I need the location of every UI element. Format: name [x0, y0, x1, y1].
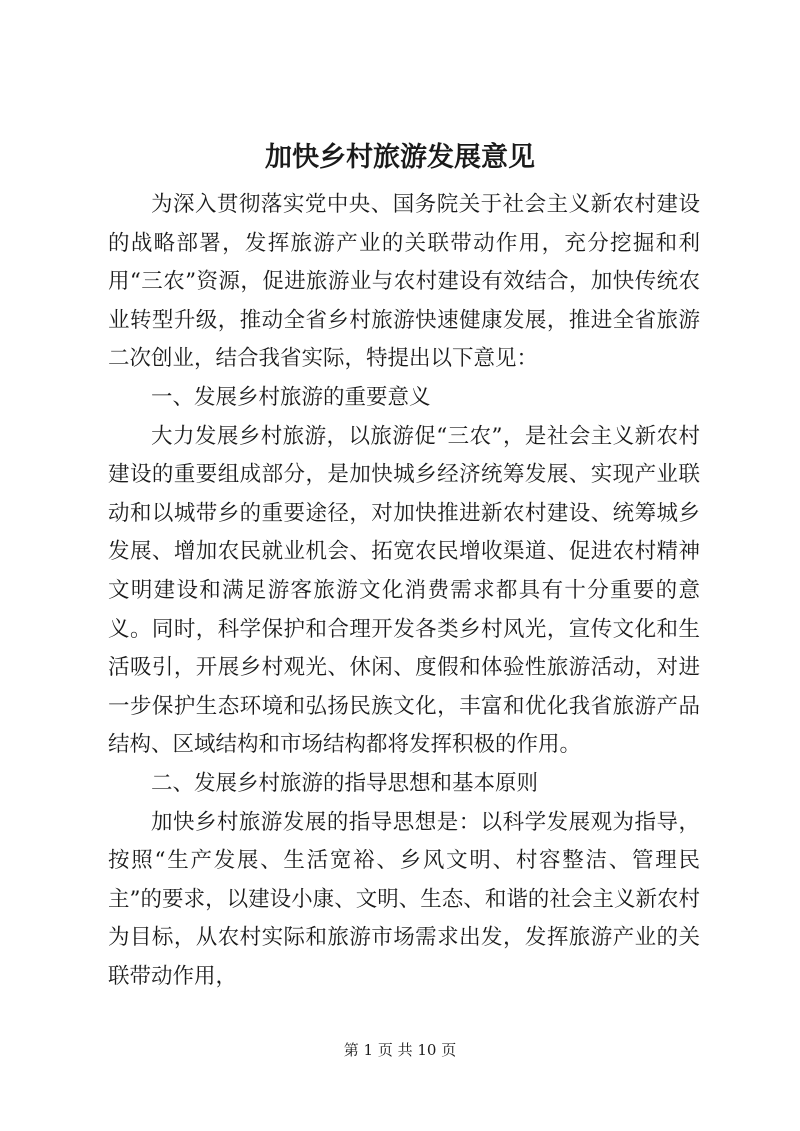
section-heading-1: 一、发展乡村旅游的重要意义: [151, 384, 431, 410]
intro-paragraph: 为深入贯彻落实党中央、国务院关于社会主义新农村建设的战略部署，发挥旅游产业的关联带动作用，充分挖掘和利用“三农”资源，促进旅游业与农村建设有效结合，加快传统农业转型升级，推动全省乡村旅游快速健康发展，推进全省旅游二次创业，结合我省实际，特提出以下意见：: [108, 192, 700, 372]
document-title: 加快乡村旅游发展意见: [265, 142, 535, 173]
page-number-footer: 第 1 页 共 10 页: [343, 1041, 457, 1059]
section-heading-2: 二、发展乡村旅游的指导思想和基本原则: [151, 770, 539, 796]
document-body: [108, 186, 700, 996]
section-2-paragraph: 加快乡村旅游发展的指导思想是：以科学发展观为指导，按照“生产发展、生活宽裕、乡风文明、村容整洁、管理民主”的要求，以建设小康、文明、生态、和谐的社会主义新农村为目标，从农村实际和旅游市场需求出发，发挥旅游产业的关联带动作用，: [108, 809, 700, 989]
section-1-paragraph: 大力发展乡村旅游，以旅游促“三农”，是社会主义新农村建设的重要组成部分，是加快城乡经济统筹发展、实现产业联动和以城带乡的重要途径，对加快推进新农村建设、统筹城乡发展、增加农民就业机会、拓宽农民增收渠道、促进农村精神文明建设和满足游客旅游文化消费需求都具有十分重要的意义。同时，科学保护和合理开发各类乡村风光，宣传文化和生活吸引，开展乡村观光、休闲、度假和体验性旅游活动，对进一步保护生态环境和弘扬民族文化，丰富和优化我省旅游产品结构、区域结构和市场结构都将发挥积极的作用。: [108, 423, 700, 758]
